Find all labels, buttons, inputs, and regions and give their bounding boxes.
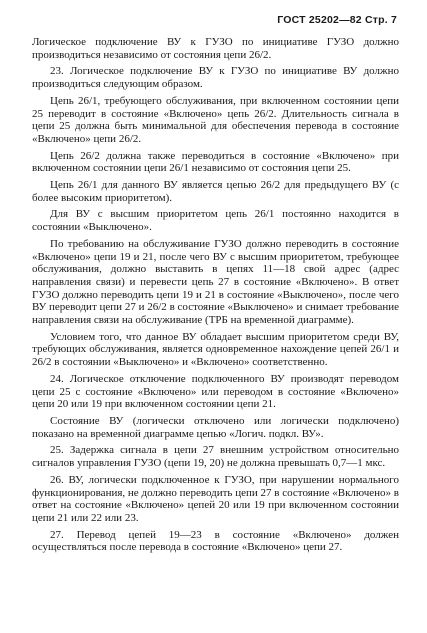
paragraph: Для ВУ с высшим приоритетом цепь 26/1 постоянно находится в состоянии «Выключено».	[32, 208, 399, 234]
document-body	[32, 36, 399, 558]
paragraph: 24. Логическое отключение подключенного ВУ производят переводом цепи 25 с состояние «Включено» или переводом в состояние «Включено» цепи 20 или 19 при включенном состоянии цепи 21.	[32, 372, 399, 411]
page-number: Стр. 7	[364, 14, 397, 26]
page-header	[277, 14, 397, 26]
standard-number: ГОСТ 25202—82	[277, 14, 362, 26]
paragraph: Цепь 26/1, требующего обслуживания, при включенном состоянии цепи 25 переводит в состояние «Включено» цепь 26/2. Длительность сигнала в цепи 25 должна быть минимальной для обеспечения перевода в состояние «Включено» цепи 26/2.	[32, 94, 399, 145]
paragraph: 27. Перевод цепей 19—23 в состояние «Включено» должен осуществляться после перевода в состояние «Включено» цепи 27.	[32, 528, 399, 554]
paragraph: Цепь 26/2 должна также переводиться в состояние «Включено» при включенном состоянии цепи 26/1 независимо от состояния цепи 25.	[32, 149, 399, 175]
paragraph: Логическое подключение ВУ к ГУЗО по инициативе ГУЗО должно производиться независимо от состояния цепи 26/2.	[32, 36, 399, 61]
paragraph: По требованию на обслуживание ГУЗО должно переводить в состояние «Включено» цепи 19 и 21, после чего ВУ с высшим приоритетом, требующее обслуживания, должно выставить в цепях 11—18 свой адрес (адрес направления связи) и перевести цепь 27 в состояние «Включено». В ответ ГУЗО должно переводить цепи 19 и 21 в состояние «Выключено», после чего ВУ переводит цепи 27 и 26/2 в состояние «Выключено» и снимает требование направления связи на обслуживание (ТРБ на временной диаграмме).	[32, 237, 399, 327]
paragraph: 26. ВУ, логически подключенное к ГУЗО, при нарушении нормального функционирования, не должно переводить цепи 27 в состояние «Включено» в ответ на состояние «Включено» цепей 20 или 19 при включенном состоянии цепи 21 или 22 или 23.	[32, 473, 399, 524]
paragraph: 23. Логическое подключение ВУ к ГУЗО по инициативе ВУ должно производиться следующим образом.	[32, 65, 399, 91]
paragraph: 25. Задержка сигнала в цепи 27 внешним устройством относительно сигналов управления ГУЗО (цепи 19, 20) не должна превышать 0,7—1 мкс.	[32, 444, 399, 470]
paragraph: Цепь 26/1 для данного ВУ является цепью 26/2 для предыдущего ВУ (с более высоким приоритетом).	[32, 179, 399, 204]
paragraph: Условием того, что данное ВУ обладает высшим приоритетом среди ВУ, требующих обслуживания, является одновременное нахождение цепей 26/1 и 26/2 в состоянии «Выключено» и «Включено» соответственно.	[32, 330, 399, 369]
paragraph: Состояние ВУ (логически отключено или логически подключено) показано на временной диаграмме цепью «Логич. подкл. ВУ».	[32, 414, 399, 440]
